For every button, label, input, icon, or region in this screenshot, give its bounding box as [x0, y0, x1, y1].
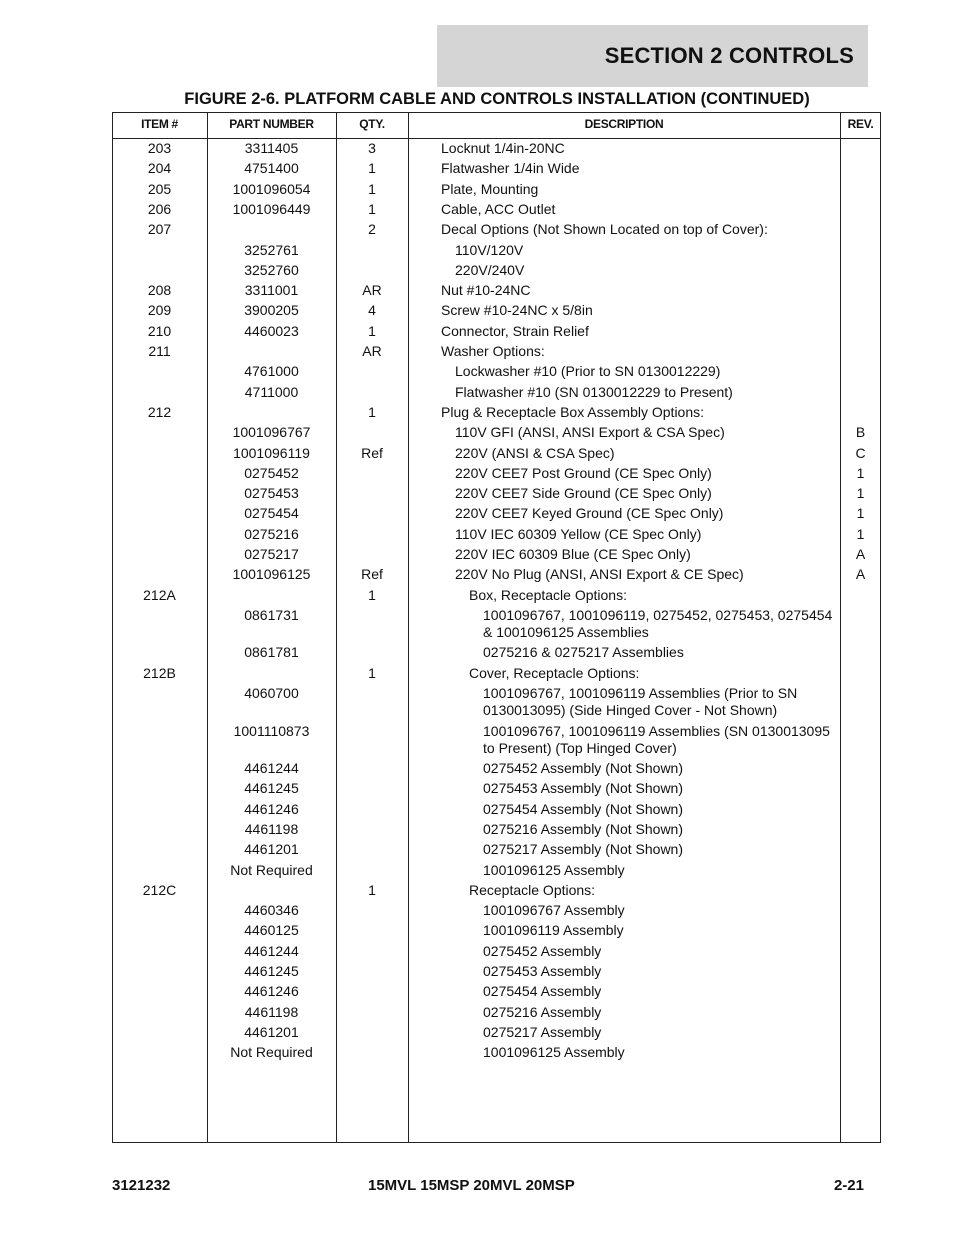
description-cell [441, 445, 850, 462]
description-cell [441, 862, 878, 879]
part-number-cell: 4060700 [244, 685, 299, 701]
rev-cell: 1 [856, 505, 865, 522]
description-line: 1001096125 Assembly [483, 1044, 625, 1061]
part-number-cell: 4461201 [244, 841, 299, 858]
column-header-item: ITEM # [141, 117, 178, 131]
description-cell [441, 566, 850, 583]
description-line: 0275452 Assembly [483, 942, 602, 959]
description-line: 0275452 Assembly (Not Shown) [483, 760, 683, 776]
description-line: 220V/240V [455, 261, 525, 278]
qty-cell: 1 [368, 322, 376, 339]
qty-cell: 1 [368, 200, 376, 217]
description-line: 0275217 Assembly (Not Shown) [483, 841, 683, 858]
description-cell [441, 665, 864, 682]
description-cell [441, 262, 850, 279]
section-header-band [437, 25, 868, 87]
description-line: 1001096125 Assembly [483, 861, 625, 878]
item-number-cell: 204 [147, 160, 172, 177]
part-number-cell: 4460125 [244, 922, 299, 939]
part-number-cell: 0861781 [244, 644, 299, 661]
description-cell [441, 963, 878, 980]
description-cell [441, 587, 864, 604]
description-cell [441, 201, 836, 218]
description-line: Locknut 1/4in-20NC [441, 140, 565, 156]
part-number-cell: 4461246 [244, 983, 299, 1000]
description-line: Plug & Receptacle Box Assembly Options: [441, 403, 705, 420]
part-number-cell: 4461245 [244, 963, 299, 979]
description-line: Receptacle Options: [469, 881, 596, 898]
description-cell [441, 302, 836, 319]
description-cell [441, 723, 878, 757]
part-number-cell: 0275217 [244, 546, 299, 562]
part-number-cell: 4761000 [244, 363, 299, 380]
rev-cell: A [855, 566, 866, 583]
column-header-rev: REV. [847, 117, 874, 131]
qty-cell: Ref [361, 444, 383, 461]
qty-cell: 1 [368, 160, 376, 177]
description-cell [441, 323, 836, 340]
qty-cell: AR [362, 343, 382, 359]
part-number-cell: 4461246 [244, 800, 299, 817]
footer-page-number: 2-21 [833, 1177, 864, 1194]
description-cell [441, 221, 836, 238]
description-line: 0275217 Assembly [483, 1023, 602, 1040]
column-header-part-number: PART NUMBER [229, 117, 314, 131]
part-number-cell: 0275454 [244, 505, 299, 522]
part-number-cell: 1001096767 [232, 424, 311, 441]
description-cell [441, 160, 836, 177]
description-line: 220V CEE7 Keyed Ground (CE Spec Only) [455, 505, 724, 522]
rev-cell: 1 [856, 464, 865, 481]
part-number-cell: 4461201 [244, 1023, 299, 1040]
section-title: SECTION 2 CONTROLS [604, 43, 854, 68]
description-line: 110V/120V [455, 241, 524, 258]
description-cell [441, 485, 850, 502]
description-cell [441, 526, 850, 543]
description-line: 1001096767, 1001096119 Assemblies (SN 0130013095 [483, 722, 830, 739]
figure-title: FIGURE 2-6. PLATFORM CABLE AND CONTROLS INSTALLATION (CONTINUED) [184, 90, 810, 108]
description-line: Connector, Strain Relief [441, 322, 589, 339]
description-line: to Present) (Top Hinged Cover) [483, 739, 677, 756]
qty-cell: 3 [368, 140, 376, 156]
description-line: Decal Options (Not Shown Located on top of Cover): [441, 221, 768, 238]
description-cell [441, 242, 850, 259]
item-number-cell: 212C [142, 881, 177, 898]
description-line: 110V GFI (ANSI, ANSI Export & CSA Spec) [455, 424, 725, 441]
description-line: 0275216 Assembly (Not Shown) [483, 820, 683, 837]
part-number-cell: 0275216 [244, 525, 299, 542]
item-number-cell: 208 [147, 282, 172, 299]
description-cell [441, 424, 850, 441]
description-cell [441, 821, 878, 838]
description-cell [441, 801, 878, 818]
rev-cell: 1 [856, 525, 865, 542]
qty-cell: AR [362, 282, 382, 299]
qty-cell: 1 [368, 180, 376, 197]
description-cell [441, 902, 878, 919]
description-cell [441, 780, 878, 797]
item-number-cell: 206 [147, 200, 172, 217]
part-number-cell: 3252760 [244, 261, 299, 278]
part-number-cell: 3311405 [244, 140, 299, 156]
description-cell [441, 465, 850, 482]
description-cell [441, 404, 836, 421]
description-line: 0275453 Assembly [483, 963, 602, 979]
description-line: 0275216 Assembly [483, 1003, 602, 1020]
qty-cell: Ref [361, 566, 383, 583]
description-cell [441, 1044, 878, 1061]
description-line: & 1001096125 Assemblies [483, 623, 649, 640]
description-cell [441, 983, 878, 1000]
qty-cell: 1 [368, 403, 376, 420]
description-line: 1001096767, 1001096119 Assemblies (Prior to SN [483, 685, 798, 701]
qty-cell: 4 [368, 302, 376, 319]
part-number-cell: 1001096054 [232, 180, 311, 197]
part-number-cell: 0275452 [244, 464, 299, 481]
description-line: 0275454 Assembly [483, 983, 602, 1000]
column-divider [408, 112, 409, 1143]
description-line: 0275216 & 0275217 Assemblies [483, 644, 684, 661]
description-line: 1001096767, 1001096119, 0275452, 0275453, 0275454 [483, 606, 833, 623]
part-number-cell: 3252761 [244, 241, 299, 258]
description-line: Cover, Receptacle Options: [469, 664, 640, 681]
description-cell [441, 384, 850, 401]
footer-models: 15MVL 15MSP 20MVL 20MSP [368, 1177, 575, 1194]
part-number-cell: 4461244 [244, 942, 299, 959]
description-line: 110V IEC 60309 Yellow (CE Spec Only) [455, 525, 702, 542]
part-number-cell: 3900205 [244, 302, 299, 319]
footer-doc-number: 3121232 [112, 1177, 171, 1194]
description-line: 1001096767 Assembly [483, 902, 625, 919]
item-number-cell: 212B [143, 664, 176, 681]
part-number-cell: 1001096449 [232, 200, 311, 217]
description-line: Washer Options: [441, 343, 545, 359]
description-line: 220V CEE7 Side Ground (CE Spec Only) [455, 485, 712, 502]
description-line: 220V CEE7 Post Ground (CE Spec Only) [455, 464, 712, 481]
rev-cell: 1 [856, 485, 865, 502]
description-cell [441, 140, 836, 157]
item-number-cell: 211 [148, 343, 171, 359]
description-cell [441, 607, 878, 641]
part-number-cell: Not Required [230, 1044, 313, 1061]
description-cell [441, 546, 850, 563]
description-line: Lockwasher #10 (Prior to SN 0130012229) [455, 363, 721, 380]
description-cell [441, 363, 850, 380]
description-cell [441, 1004, 878, 1021]
item-number-cell: 212 [147, 403, 172, 420]
description-line: Plate, Mounting [441, 180, 539, 197]
part-number-cell: 0275453 [244, 485, 299, 502]
part-number-cell: 3311001 [244, 282, 299, 299]
description-cell [441, 1024, 878, 1041]
rev-cell: C [855, 444, 866, 461]
part-number-cell: 4461245 [244, 780, 299, 797]
description-line: 0275454 Assembly (Not Shown) [483, 800, 683, 817]
description-cell [441, 922, 878, 939]
description-line: 220V No Plug (ANSI, ANSI Export & CE Spec) [455, 566, 744, 583]
column-divider [336, 112, 337, 1143]
description-line: Nut #10-24NC [441, 282, 531, 299]
description-line: 220V IEC 60309 Blue (CE Spec Only) [455, 546, 691, 562]
description-line: 220V (ANSI & CSA Spec) [455, 444, 615, 461]
description-cell [441, 943, 878, 960]
description-cell [441, 343, 836, 360]
item-number-cell: 209 [147, 302, 172, 319]
description-cell [441, 181, 836, 198]
description-line: Cable, ACC Outlet [441, 200, 556, 217]
part-number-cell: 1001110873 [233, 722, 310, 739]
item-number-cell: 203 [147, 140, 172, 156]
column-header-description: DESCRIPTION [584, 117, 664, 131]
description-cell [441, 505, 850, 522]
part-number-cell: 4460346 [244, 902, 299, 919]
table-header-divider [112, 138, 881, 139]
description-line: Flatwasher #10 (SN 0130012229 to Present) [455, 383, 733, 400]
part-number-cell: 4461198 [244, 1003, 299, 1020]
part-number-cell: 0861731 [244, 606, 299, 623]
description-line: Flatwasher 1/4in Wide [441, 160, 580, 177]
description-cell [441, 882, 864, 899]
description-cell [441, 282, 836, 299]
qty-cell: 1 [368, 664, 376, 681]
rev-cell: B [855, 424, 866, 441]
part-number-cell: 4461198 [244, 820, 299, 837]
description-line: 1001096119 Assembly [483, 922, 624, 939]
qty-cell: 1 [368, 586, 376, 603]
part-number-cell: 4751400 [244, 160, 299, 177]
item-number-cell: 210 [147, 322, 172, 339]
item-number-cell: 212A [143, 586, 176, 603]
part-number-cell: 4461244 [244, 760, 299, 776]
description-cell [441, 760, 878, 777]
qty-cell: 2 [368, 221, 376, 238]
description-line: Box, Receptacle Options: [469, 586, 627, 603]
qty-cell: 1 [368, 881, 376, 898]
column-header-qty: QTY. [359, 117, 385, 131]
part-number-cell: Not Required [230, 861, 313, 878]
item-number-cell: 207 [147, 221, 172, 238]
rev-cell: A [855, 546, 866, 562]
part-number-cell: 1001096119 [233, 444, 310, 461]
part-number-cell: 4460023 [244, 322, 299, 339]
part-number-cell: 1001096125 [232, 566, 311, 583]
description-line: 0275453 Assembly (Not Shown) [483, 780, 683, 797]
item-number-cell: 205 [147, 180, 172, 197]
description-cell [441, 644, 878, 661]
description-cell [441, 685, 878, 719]
description-line: Screw #10-24NC x 5/8in [441, 302, 593, 319]
description-cell [441, 841, 878, 858]
description-line: 0130013095) (Side Hinged Cover - Not Shown) [483, 702, 778, 718]
part-number-cell: 4711000 [244, 383, 299, 400]
